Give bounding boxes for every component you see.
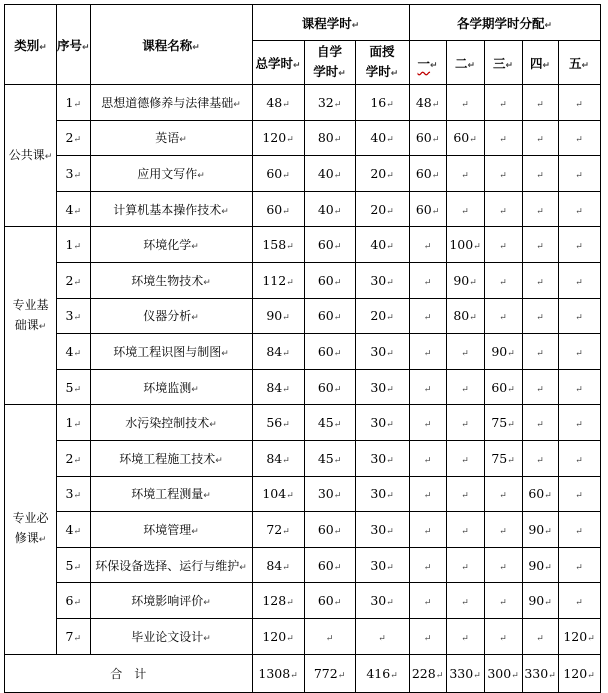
- semester-2-hours: [446, 512, 484, 548]
- self-study-hours: 80 ↵: [304, 120, 355, 156]
- sum-semester-5-hours: 120 ↵: [558, 654, 600, 692]
- semester-2-hours: 100 ↵: [446, 227, 484, 263]
- semester-1-hours: 60 ↵: [409, 191, 446, 227]
- face-hours: 30 ↵: [355, 583, 409, 619]
- semester-1-hours: [409, 227, 446, 263]
- category-cell: [5, 405, 57, 654]
- row-index: 3 ↵: [57, 298, 91, 334]
- face-hours: 30 ↵: [355, 476, 409, 512]
- semester-4-hours: [522, 334, 558, 370]
- table-row: [5, 369, 601, 405]
- semester-5-hours: [558, 120, 600, 156]
- semester-3-hours: 75 ↵: [484, 440, 522, 476]
- face-hours: 40 ↵: [355, 120, 409, 156]
- semester-1-hours: [409, 440, 446, 476]
- table-row: [5, 85, 601, 121]
- total-hours: 84 ↵: [252, 334, 304, 370]
- semester-3-hours: 60 ↵: [484, 369, 522, 405]
- total-hours: 60 ↵: [252, 191, 304, 227]
- semester-4-hours: [522, 262, 558, 298]
- semester-2-hours: [446, 583, 484, 619]
- header-course-hours: 课程学时 ↵: [252, 5, 409, 41]
- semester-2-hours: [446, 156, 484, 192]
- semester-4-hours: [522, 156, 558, 192]
- row-index: 1 ↵: [57, 405, 91, 441]
- category-label-line1: 公共课 ↵: [9, 148, 53, 162]
- self-study-hours: 60 ↵: [304, 583, 355, 619]
- row-index: 2 ↵: [57, 262, 91, 298]
- semester-4-hours: [522, 120, 558, 156]
- semester-4-hours: 90 ↵: [522, 547, 558, 583]
- self-study-hours: 60 ↵: [304, 298, 355, 334]
- total-hours: 84 ↵: [252, 440, 304, 476]
- course-name: 毕业论文设计 ↵: [90, 618, 252, 654]
- table-row: [5, 227, 601, 263]
- row-index: 4 ↵: [57, 334, 91, 370]
- semester-3-hours: [484, 85, 522, 121]
- face-hours: 16 ↵: [355, 85, 409, 121]
- course-name: 环境影响评价 ↵: [90, 583, 252, 619]
- row-index: 3 ↵: [57, 476, 91, 512]
- table-row: [5, 120, 601, 156]
- row-index: 4 ↵: [57, 512, 91, 548]
- self-study-hours: 30 ↵: [304, 476, 355, 512]
- semester-4-hours: 90 ↵: [522, 583, 558, 619]
- self-study-hours: 40 ↵: [304, 156, 355, 192]
- semester-2-hours: 80 ↵: [446, 298, 484, 334]
- course-name: 环保设备选择、运行与维护 ↵: [90, 547, 252, 583]
- table-row: [5, 298, 601, 334]
- semester-5-hours: [558, 583, 600, 619]
- semester-1-hours: [409, 583, 446, 619]
- semester-2-hours: [446, 85, 484, 121]
- table-row: [5, 156, 601, 192]
- semester-5-hours: [558, 298, 600, 334]
- semester-3-hours: [484, 618, 522, 654]
- semester-2-hours: [446, 547, 484, 583]
- self-study-hours: 60 ↵: [304, 369, 355, 405]
- total-hours: 72 ↵: [252, 512, 304, 548]
- header-semester-3: 三 ↵: [484, 41, 522, 85]
- semester-4-hours: [522, 405, 558, 441]
- semester-3-hours: [484, 512, 522, 548]
- table-row: [5, 405, 601, 441]
- semester-1-hours: 60 ↵: [409, 120, 446, 156]
- self-study-hours: 40 ↵: [304, 191, 355, 227]
- course-name: 思想道德修养与法律基础 ↵: [90, 85, 252, 121]
- row-index: 2 ↵: [57, 440, 91, 476]
- semester-4-hours: [522, 369, 558, 405]
- face-hours: 40 ↵: [355, 227, 409, 263]
- semester-2-hours: 60 ↵: [446, 120, 484, 156]
- header-semester-4: 四 ↵: [522, 41, 558, 85]
- semester-4-hours: 90 ↵: [522, 512, 558, 548]
- face-hours: 30 ↵: [355, 369, 409, 405]
- self-study-hours: 45 ↵: [304, 405, 355, 441]
- header-total-hours: 总学时 ↵: [252, 41, 304, 85]
- header-index: 序号 ↵: [57, 5, 91, 85]
- row-index: 4 ↵: [57, 191, 91, 227]
- semester-1-hours: [409, 512, 446, 548]
- total-hours: 60 ↵: [252, 156, 304, 192]
- total-hours: 120 ↵: [252, 618, 304, 654]
- row-index: 2 ↵: [57, 120, 91, 156]
- face-hours: 20 ↵: [355, 156, 409, 192]
- row-index: 7 ↵: [57, 618, 91, 654]
- semester-5-hours: [558, 440, 600, 476]
- sum-semester-2-hours: 330 ↵: [446, 654, 484, 692]
- semester-3-hours: [484, 476, 522, 512]
- table-row: [5, 476, 601, 512]
- course-name: 环境监测 ↵: [90, 369, 252, 405]
- course-name: 应用文写作 ↵: [90, 156, 252, 192]
- face-hours: 30 ↵: [355, 547, 409, 583]
- semester-4-hours: [522, 440, 558, 476]
- course-hours-table: [4, 4, 601, 693]
- semester-4-hours: 60 ↵: [522, 476, 558, 512]
- face-hours: 30 ↵: [355, 334, 409, 370]
- semester-4-hours: [522, 298, 558, 334]
- semester-3-hours: [484, 120, 522, 156]
- table-row: [5, 618, 601, 654]
- semester-2-hours: [446, 476, 484, 512]
- course-name: 计算机基本操作技术 ↵: [90, 191, 252, 227]
- self-study-hours: 60 ↵: [304, 512, 355, 548]
- total-hours: 158 ↵: [252, 227, 304, 263]
- face-hours: [355, 618, 409, 654]
- row-index: 1 ↵: [57, 227, 91, 263]
- course-name: 环境生物技术 ↵: [90, 262, 252, 298]
- total-hours: 120 ↵: [252, 120, 304, 156]
- semester-3-hours: [484, 262, 522, 298]
- self-study-hours: 60 ↵: [304, 334, 355, 370]
- semester-3-hours: [484, 583, 522, 619]
- table-row: [5, 583, 601, 619]
- semester-3-hours: [484, 191, 522, 227]
- self-study-hours: 60 ↵: [304, 547, 355, 583]
- table-row: [5, 512, 601, 548]
- semester-4-hours: [522, 618, 558, 654]
- header-self-study-hours: 自学 学时 ↵: [304, 41, 355, 85]
- semester-1-hours: [409, 369, 446, 405]
- total-hours: 84 ↵: [252, 547, 304, 583]
- course-name: 环境工程测量 ↵: [90, 476, 252, 512]
- sum-semester-3-hours: 300 ↵: [484, 654, 522, 692]
- total-hours: 56 ↵: [252, 405, 304, 441]
- semester-5-hours: 120 ↵: [558, 618, 600, 654]
- semester-1-hours: [409, 405, 446, 441]
- face-hours: 20 ↵: [355, 191, 409, 227]
- semester-2-hours: [446, 440, 484, 476]
- semester-3-hours: [484, 227, 522, 263]
- header-semester-2: 二 ↵: [446, 41, 484, 85]
- course-name: 环境工程施工技术 ↵: [90, 440, 252, 476]
- semester-5-hours: [558, 369, 600, 405]
- total-hours: 128 ↵: [252, 583, 304, 619]
- course-name: 仪器分析 ↵: [90, 298, 252, 334]
- course-name: 环境工程识图与制图 ↵: [90, 334, 252, 370]
- semester-1-hours: [409, 618, 446, 654]
- face-hours: 30 ↵: [355, 440, 409, 476]
- category-cell: [5, 227, 57, 405]
- row-index: 3 ↵: [57, 156, 91, 192]
- semester-5-hours: [558, 405, 600, 441]
- semester-1-hours: 60 ↵: [409, 156, 446, 192]
- category-label-line2: 修课 ↵: [15, 531, 47, 545]
- semester-4-hours: [522, 85, 558, 121]
- total-hours: 48 ↵: [252, 85, 304, 121]
- total-hours: 104 ↵: [252, 476, 304, 512]
- header-course-name: 课程名称 ↵: [90, 5, 252, 85]
- course-name: 环境管理 ↵: [90, 512, 252, 548]
- row-index: 5 ↵: [57, 547, 91, 583]
- semester-1-hours: [409, 262, 446, 298]
- semester-4-hours: [522, 227, 558, 263]
- category-label-line1: 专业基: [12, 297, 49, 312]
- sum-semester-1-hours: 228 ↵: [409, 654, 446, 692]
- semester-5-hours: [558, 512, 600, 548]
- semester-1-hours: 48 ↵: [409, 85, 446, 121]
- table-row: [5, 191, 601, 227]
- header-face-hours: 面授 学时 ↵: [355, 41, 409, 85]
- course-name: 水污染控制技术 ↵: [90, 405, 252, 441]
- total-label: 合 计: [5, 654, 253, 692]
- category-label-line1: 专业必: [12, 511, 49, 526]
- semester-3-hours: [484, 156, 522, 192]
- category-label-line2: 础课 ↵: [15, 318, 47, 332]
- semester-5-hours: [558, 547, 600, 583]
- semester-1-hours: [409, 298, 446, 334]
- header-category: 类别 ↵: [5, 5, 57, 85]
- semester-3-hours: 75 ↵: [484, 405, 522, 441]
- header-semester-5: 五 ↵: [558, 41, 600, 85]
- face-hours: 30 ↵: [355, 512, 409, 548]
- face-hours: 30 ↵: [355, 405, 409, 441]
- semester-5-hours: [558, 85, 600, 121]
- total-row: [5, 654, 601, 692]
- course-name: 英语 ↵: [90, 120, 252, 156]
- self-study-hours: 60 ↵: [304, 227, 355, 263]
- header-semester-1: 一 ↵: [409, 41, 446, 85]
- course-name: 环境化学 ↵: [90, 227, 252, 263]
- sum-self-study-hours: 772 ↵: [304, 654, 355, 692]
- self-study-hours: [304, 618, 355, 654]
- sum-face-hours: 416 ↵: [355, 654, 409, 692]
- face-hours: 20 ↵: [355, 298, 409, 334]
- row-index: 6 ↵: [57, 583, 91, 619]
- table-row: [5, 334, 601, 370]
- semester-3-hours: [484, 298, 522, 334]
- total-hours: 84 ↵: [252, 369, 304, 405]
- semester-2-hours: [446, 369, 484, 405]
- sum-total-hours: 1308 ↵: [252, 654, 304, 692]
- semester-2-hours: [446, 191, 484, 227]
- category-cell: [5, 85, 57, 227]
- semester-5-hours: [558, 476, 600, 512]
- self-study-hours: 32 ↵: [304, 85, 355, 121]
- semester-2-hours: [446, 334, 484, 370]
- semester-2-hours: [446, 405, 484, 441]
- total-hours: 90 ↵: [252, 298, 304, 334]
- self-study-hours: 45 ↵: [304, 440, 355, 476]
- face-hours: 30 ↵: [355, 262, 409, 298]
- semester-5-hours: [558, 262, 600, 298]
- table-row: [5, 440, 601, 476]
- header-semester-distribution: 各学期学时分配 ↵: [409, 5, 600, 41]
- semester-5-hours: [558, 191, 600, 227]
- semester-2-hours: [446, 618, 484, 654]
- table-row: [5, 547, 601, 583]
- table-row: [5, 262, 601, 298]
- semester-5-hours: [558, 334, 600, 370]
- semester-3-hours: 90 ↵: [484, 334, 522, 370]
- semester-3-hours: [484, 547, 522, 583]
- semester-4-hours: [522, 191, 558, 227]
- semester-5-hours: [558, 156, 600, 192]
- sum-semester-4-hours: 330 ↵: [522, 654, 558, 692]
- self-study-hours: 60 ↵: [304, 262, 355, 298]
- semester-1-hours: [409, 476, 446, 512]
- semester-5-hours: [558, 227, 600, 263]
- row-index: 5 ↵: [57, 369, 91, 405]
- total-hours: 112 ↵: [252, 262, 304, 298]
- semester-1-hours: [409, 334, 446, 370]
- semester-2-hours: 90 ↵: [446, 262, 484, 298]
- semester-1-hours: [409, 547, 446, 583]
- row-index: 1 ↵: [57, 85, 91, 121]
